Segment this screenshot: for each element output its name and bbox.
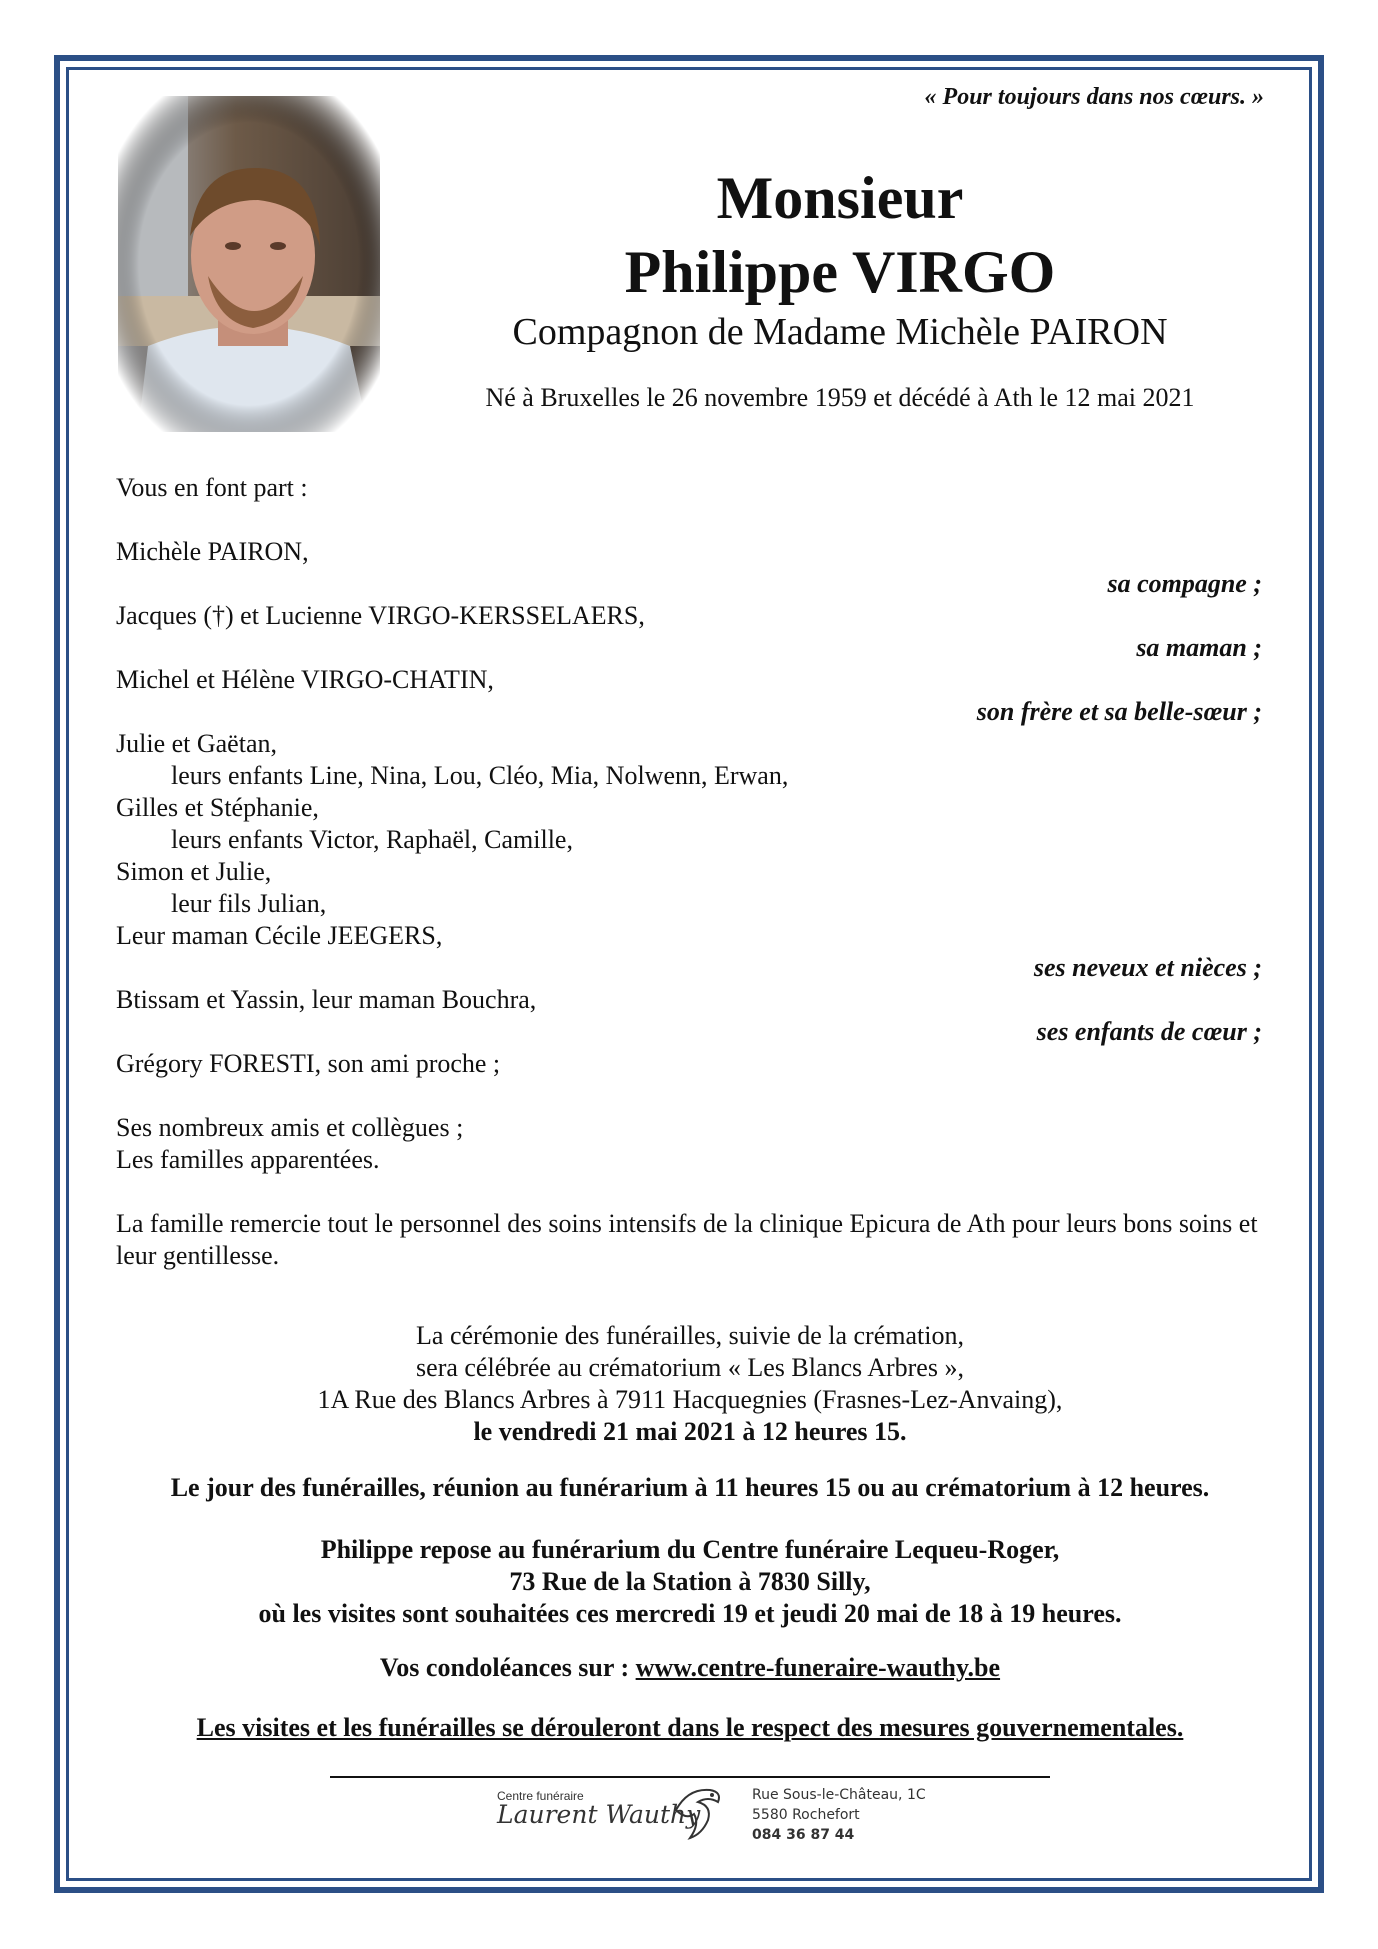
ceremony-line: La cérémonie des funérailles, suivie de la crémation, bbox=[416, 1321, 964, 1350]
relation-line: sa maman ; bbox=[1136, 633, 1262, 662]
family-line: Grégory FORESTI, son ami proche ; bbox=[116, 1049, 501, 1078]
portrait-photo bbox=[118, 96, 380, 432]
ceremony-line: 1A Rue des Blancs Arbres à 7911 Hacquegnies (Frasnes-Lez-Anvaing), bbox=[317, 1385, 1063, 1414]
notice-line bbox=[90, 1712, 1290, 1744]
family-line: Btissam et Yassin, leur maman Bouchra, bbox=[116, 985, 537, 1014]
deceased-name: Philippe VIRGO bbox=[624, 239, 1056, 305]
family-line: Michèle PAIRON, bbox=[116, 537, 309, 566]
thanks-paragraph: La famille remercie tout le personnel des soins intensifs de la clinique Epicura de Ath pour leurs bons soins et leur gentillesse. bbox=[116, 1209, 1258, 1270]
family-line: leur fils Julian, bbox=[171, 889, 327, 918]
address-line: Rue Sous-le-Château, 1C bbox=[752, 1787, 926, 1803]
relation-line: son frère et sa belle-sœur ; bbox=[976, 697, 1262, 726]
family-line: Jacques (†) et Lucienne VIRGO-KERSSELAERS, bbox=[116, 601, 645, 630]
family-section bbox=[116, 472, 1262, 1172]
phone-number: 084 36 87 44 bbox=[752, 1827, 855, 1843]
epitaph-quote: « Pour toujours dans nos cœurs. » bbox=[924, 84, 1264, 110]
ceremony-block bbox=[90, 1320, 1290, 1448]
footer-address bbox=[752, 1785, 926, 1845]
family-line: Ses nombreux amis et collègues ; bbox=[116, 1113, 464, 1142]
rest-line: où les visites sont souhaitées ces mercredi 19 et jeudi 20 mai de 18 à 19 heures. bbox=[258, 1599, 1122, 1628]
ceremony-date: le vendredi 21 mai 2021 à 12 heures 15. bbox=[473, 1417, 907, 1446]
relation-line: ses enfants de cœur ; bbox=[1036, 1017, 1262, 1046]
bird-logo-icon bbox=[668, 1780, 728, 1847]
honorific-title: Monsieur bbox=[716, 165, 964, 231]
condolences-line bbox=[90, 1652, 1290, 1684]
logo-script-text: Laurent Wauthy bbox=[497, 1800, 701, 1829]
relation-line: sa compagne ; bbox=[1107, 569, 1262, 598]
condolences-link[interactable]: www.centre-funeraire-wauthy.be bbox=[635, 1653, 1001, 1682]
family-line: leurs enfants Victor, Raphaël, Camille, bbox=[171, 825, 573, 854]
address-line: 5580 Rochefort bbox=[752, 1807, 860, 1823]
family-line: Gilles et Stéphanie, bbox=[116, 793, 319, 822]
rest-block bbox=[90, 1534, 1290, 1630]
family-line: Simon et Julie, bbox=[116, 857, 272, 886]
family-line: Les familles apparentées. bbox=[116, 1145, 380, 1174]
companion-line: Compagnon de Madame Michèle PAIRON bbox=[512, 311, 1168, 353]
meeting-text: Le jour des funérailles, réunion au funérarium à 11 heures 15 ou au crématorium à 12 heures. bbox=[170, 1473, 1210, 1502]
ceremony-line: sera célébrée au crématorium « Les Blancs Arbres », bbox=[416, 1353, 964, 1382]
footer-divider bbox=[330, 1776, 1050, 1778]
intro-line: Vous en font part : bbox=[116, 473, 308, 502]
family-line: Michel et Hélène VIRGO-CHATIN, bbox=[116, 665, 494, 694]
condolences-label: Vos condoléances sur : bbox=[379, 1653, 636, 1682]
rest-line: Philippe repose au funérarium du Centre funéraire Lequeu-Roger, bbox=[320, 1535, 1060, 1564]
relation-line: ses neveux et nièces ; bbox=[1033, 953, 1262, 982]
logo-small-text: Centre funéraire bbox=[497, 1789, 584, 1803]
family-line: leurs enfants Line, Nina, Lou, Cléo, Mia, Nolwenn, Erwan, bbox=[171, 761, 789, 790]
rest-line: 73 Rue de la Station à 7830 Silly, bbox=[509, 1567, 871, 1596]
notice-text: Les visites et les funérailles se dérouleront dans le respect des mesures gouvernementales. bbox=[196, 1713, 1184, 1742]
birth-death-line: Né à Bruxelles le 26 novembre 1959 et décédé à Ath le 12 mai 2021 bbox=[485, 383, 1195, 412]
meeting-line bbox=[90, 1472, 1290, 1504]
family-line: Leur maman Cécile JEEGERS, bbox=[116, 921, 443, 950]
family-line: Julie et Gaëtan, bbox=[116, 729, 277, 758]
